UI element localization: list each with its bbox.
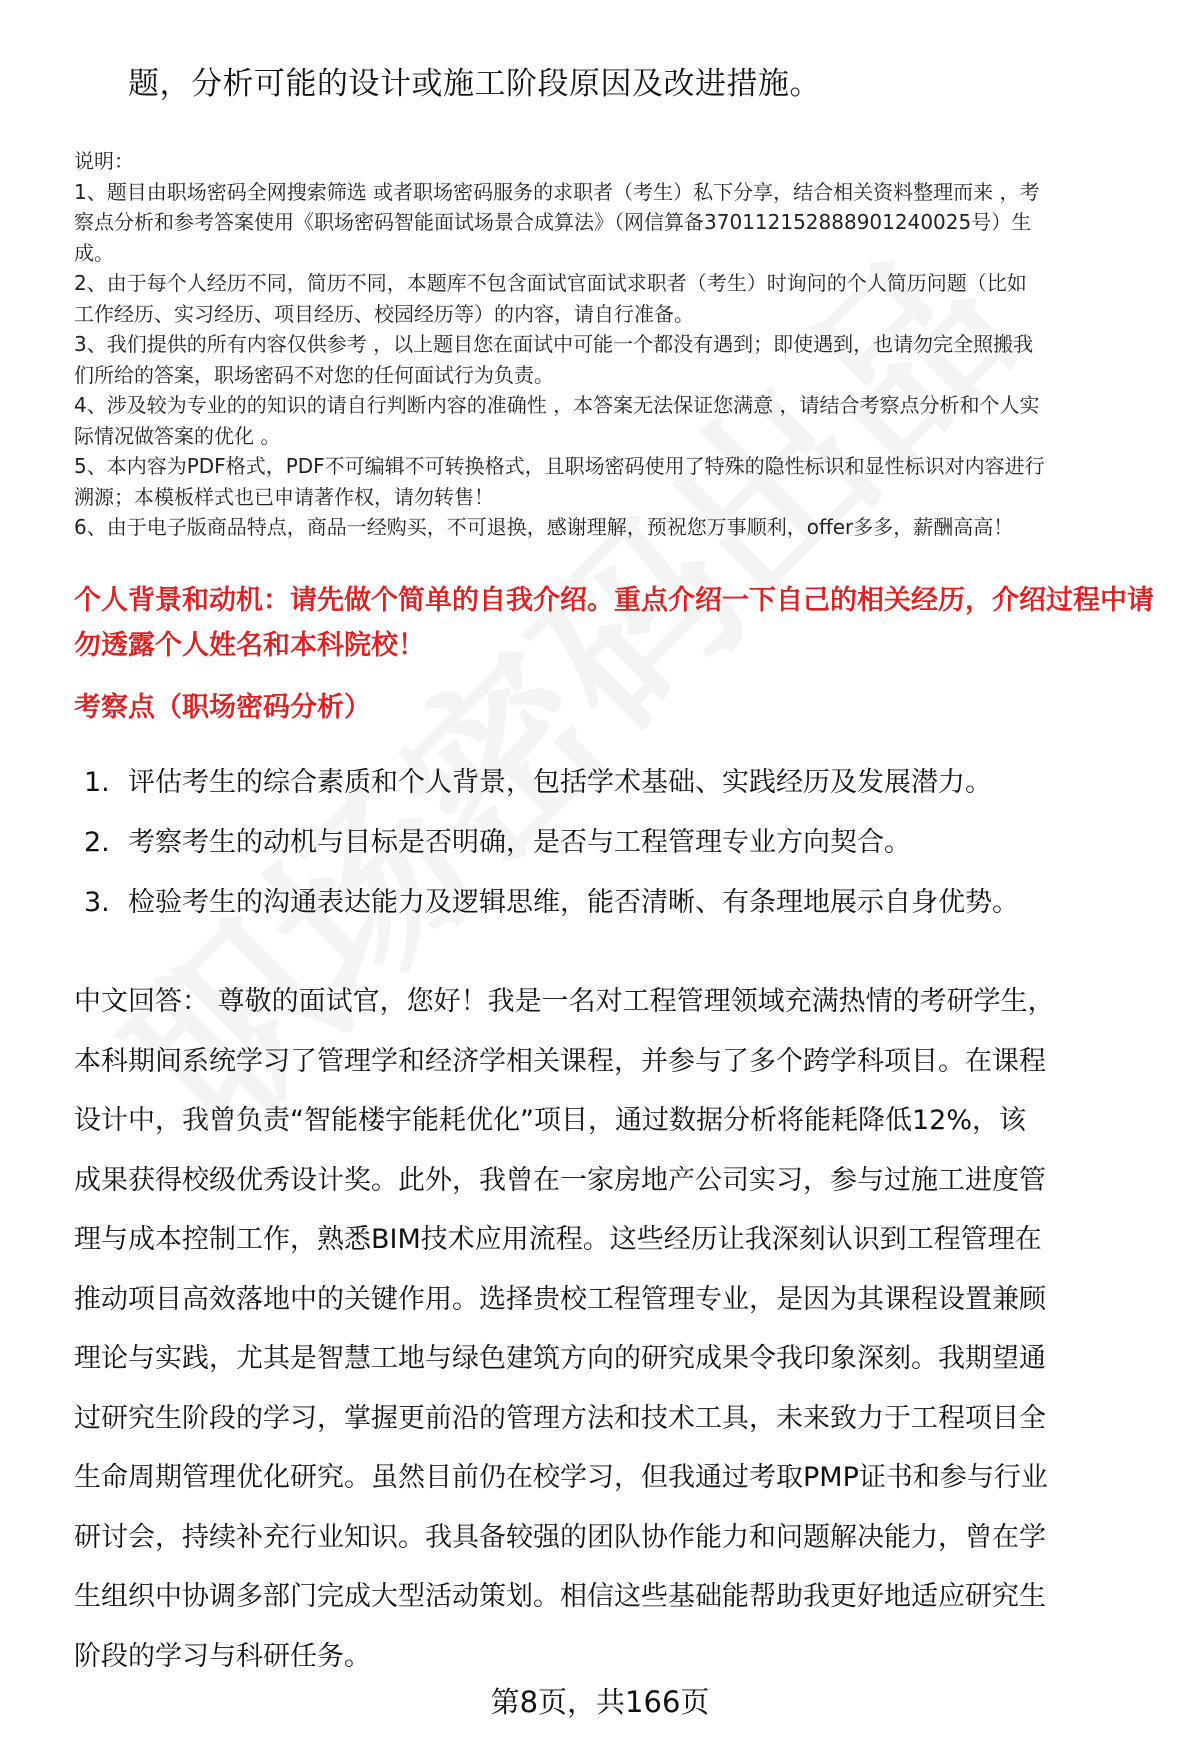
note-line: 3、我们提供的所有内容仅供参考 ，以上题目您在面试中可能一个都没有遇到；即使遇到，也请勿完全照搬我 [74, 332, 1034, 356]
page-number-footer: 第8页，共166页 [490, 1685, 710, 1719]
list-item [84, 883, 1170, 943]
key-points-list [84, 763, 1170, 943]
note-line: 察点分析和参考答案使用《职场密码智能面试场景合成算法》（网信算备370112152888901240025号）生 [74, 210, 1032, 234]
list-number: 1. [84, 767, 110, 798]
key-points-title: 考察点（职场密码分析） [74, 692, 371, 723]
note-line: 成。 [74, 240, 114, 265]
note-line: 溯源；本模板样式也已申请著作权，请勿转售！ [74, 484, 494, 509]
note-line: 2、由于每个人经历不同，简历不同，本题库不包含面试官面试求职者（考生）时询问的个人简历问题（比如 [74, 271, 1027, 295]
note-line: 6、由于电子版商品特点，商品一经购买，不可退换，感谢理解，预祝您万事顺利，offer多多，薪酬高高！ [74, 515, 1014, 539]
list-text: 检验考生的沟通表达能力及逻辑思维，能否清晰、有条理地展示自身优势。 [128, 887, 1019, 918]
list-item [84, 823, 1170, 883]
answer-line: 成果获得校级优秀设计奖。此外，我曾在一家房地产公司实习，参与过施工进度管 [74, 1164, 1046, 1196]
note-line: 4、涉及较为专业的的知识的请自行判断内容的准确性 ，本答案无法保证您满意 ，请结合考察点分析和个人实 [74, 393, 1040, 417]
answer-line: 生命周期管理优化研究。虽然目前仍在校学习，但我通过考取PMP证书和参与行业 [74, 1462, 1048, 1493]
answer-line: 研讨会，持续补充行业知识。我具备较强的团队协作能力和问题解决能力，曾在学 [74, 1521, 1046, 1553]
list-text: 考察考生的动机与目标是否明确，是否与工程管理专业方向契合。 [128, 827, 911, 858]
list-text: 评估考生的综合素质和个人背景，包括学术基础、实践经历及发展潜力。 [128, 767, 992, 798]
notes-section [74, 146, 1160, 543]
answer-line: 中文回答： 尊敬的面试官，您好！我是一名对工程管理领域充满热情的考研学生， [74, 986, 1055, 1017]
note-line: 们所给的答案，职场密码不对您的任何面试行为负责。 [74, 362, 554, 387]
question-tail: 题，分析可能的设计或施工阶段原因及改进措施。 [128, 66, 821, 102]
answer-line: 过研究生阶段的学习，掌握更前沿的管理方法和技术工具，未来致力于工程项目全 [74, 1402, 1046, 1434]
answer-line: 生组织中协调多部门完成大型活动策划。相信这些基础能帮助我更好地适应研究生 [74, 1581, 1046, 1612]
notes-heading: 说明： [74, 149, 134, 173]
answer-line: 设计中，我曾负责“智能楼宇能耗优化”项目，通过数据分析将能耗降低12%，该 [74, 1105, 1026, 1136]
note-line: 际情况做答案的优化 。 [74, 423, 281, 448]
list-number: 2. [84, 827, 110, 858]
background-question: 个人背景和动机：请先做个简单的自我介绍。重点介绍一下自己的相关经历，介绍过程中请勿透露个人姓名和本科院校！ [74, 585, 1154, 661]
answer-line: 阶段的学习与科研任务。 [74, 1640, 371, 1672]
list-number: 3. [84, 887, 110, 918]
answer-paragraph [74, 972, 1160, 1686]
list-item [84, 763, 1170, 823]
note-line: 工作经历、实习经历、项目经历、校园经历等）的内容，请自行准备。 [74, 301, 694, 326]
answer-line: 推动项目高效落地中的关键作用。选择贵校工程管理专业，是因为其课程设置兼顾 [74, 1283, 1046, 1315]
answer-line: 本科期间系统学习了管理学和经济学相关课程，并参与了多个跨学科项目。在课程 [74, 1045, 1046, 1077]
note-line: 5、本内容为PDF格式，PDF不可编辑不可转换格式，且职场密码使用了特殊的隐性标识和显性标识对内容进行 [74, 454, 1045, 478]
answer-line: 理与成本控制工作，熟悉BIM技术应用流程。这些经历让我深刻认识到工程管理在 [74, 1224, 1042, 1255]
answer-line: 理论与实践，尤其是智慧工地与绿色建筑方向的研究成果令我印象深刻。我期望通 [74, 1343, 1046, 1374]
note-line: 1、题目由职场密码全网搜索筛选 或者职场密码服务的求职者（考生）私下分享，结合相关资料整理而来 ，考 [74, 179, 1040, 204]
